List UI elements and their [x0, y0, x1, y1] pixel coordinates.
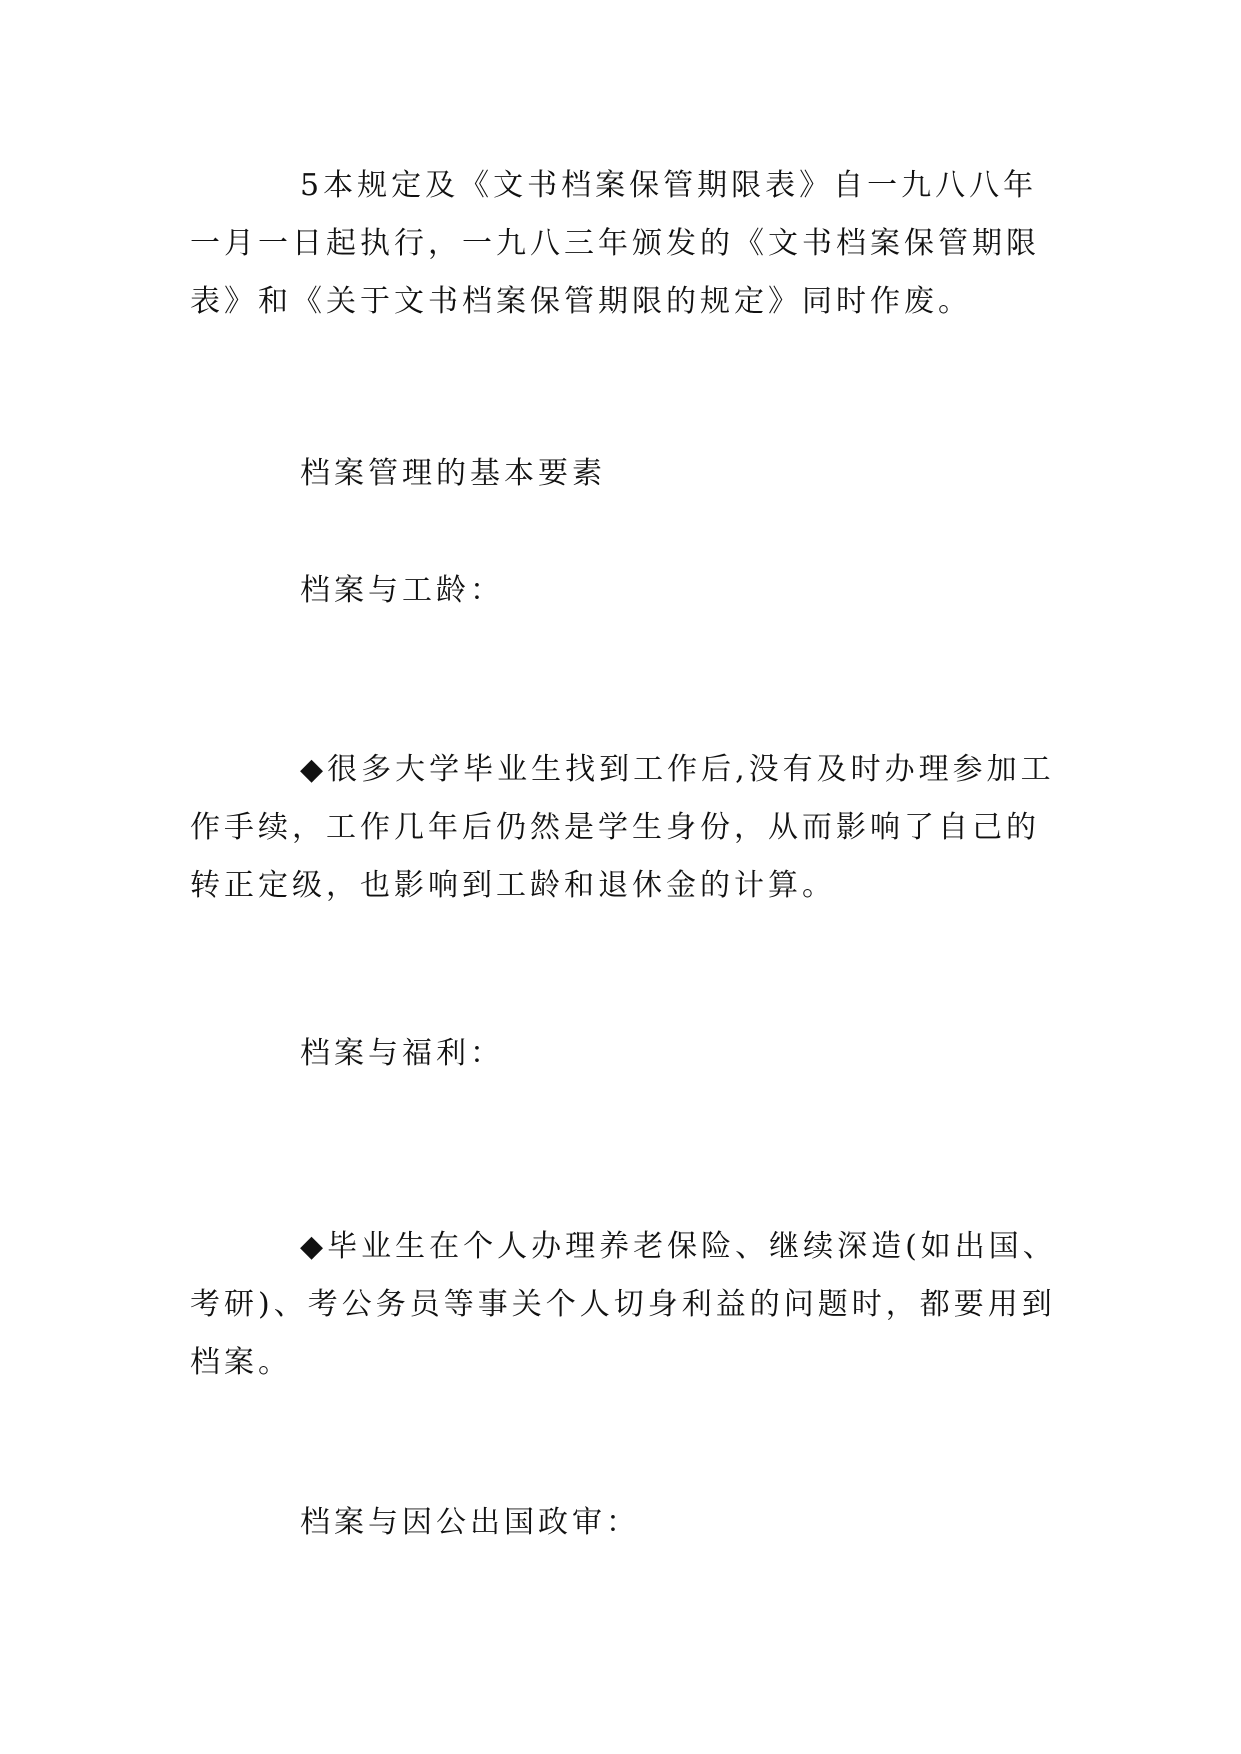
- subheading-archive-and-seniority: 档案与工龄：: [300, 573, 504, 608]
- section-heading-basic-elements: 档案管理的基本要素: [300, 456, 606, 491]
- paragraph-regulation-effective-date: 5本规定及《文书档案保管期限表》自一九八八年一月一日起执行，一九八三年颁发的《文书档案保管期限表》和《关于文书档案保管期限的规定》同时作废。: [190, 168, 1040, 319]
- subheading-archive-and-welfare: 档案与福利：: [300, 1036, 504, 1071]
- subheading-archive-and-official-travel-review: 档案与因公出国政审：: [300, 1505, 640, 1540]
- paragraph-welfare: ◆毕业生在个人办理养老保险、继续深造(如出国、考研)、考公务员等事关个人切身利益的问题时，都要用到档案。: [190, 1229, 1057, 1380]
- paragraph-seniority: ◆很多大学毕业生找到工作后,没有及时办理参加工作手续，工作几年后仍然是学生身份，从而影响了自己的转正定级，也影响到工龄和退休金的计算。: [190, 752, 1055, 903]
